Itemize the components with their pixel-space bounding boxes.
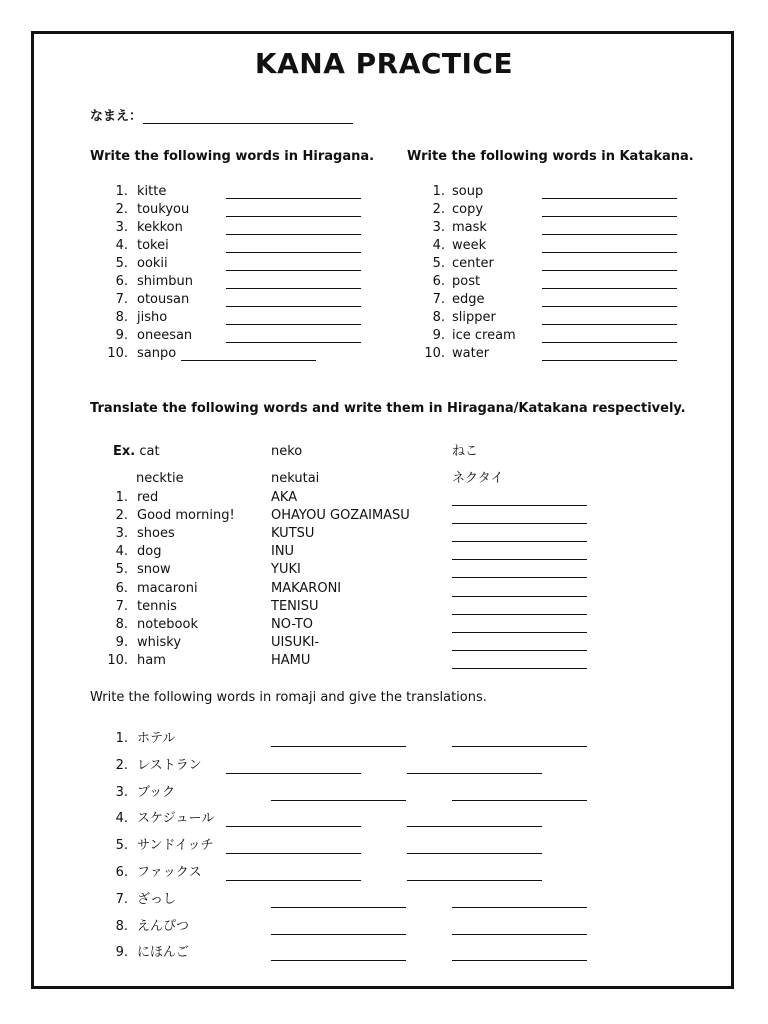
katakana-item-word: mask bbox=[452, 220, 487, 235]
hiragana-item-word: sanpo bbox=[137, 346, 177, 361]
katakana-item-word: edge bbox=[452, 292, 485, 307]
translate-item-english: shoes bbox=[137, 526, 175, 541]
translate-item-romaji: TENISU bbox=[271, 599, 319, 614]
katakana-heading: Write the following words in Katakana. bbox=[407, 149, 694, 164]
hiragana-item-number: 2. bbox=[115, 202, 128, 217]
translate-item-romaji: OHAYOU GOZAIMASU bbox=[271, 508, 410, 523]
katakana-answer-line[interactable] bbox=[542, 234, 677, 235]
translate-item-english: snow bbox=[137, 562, 171, 577]
hiragana-item-word: shimbun bbox=[137, 274, 194, 289]
translate-answer-line[interactable] bbox=[452, 596, 587, 597]
translate-item-number: 4. bbox=[115, 544, 128, 559]
hiragana-item-word: otousan bbox=[137, 292, 190, 307]
example2-kana: ネクタイ bbox=[452, 471, 504, 486]
katakana-item-number: 6. bbox=[432, 274, 445, 289]
translate-answer-line[interactable] bbox=[452, 559, 587, 560]
translate-answer-line[interactable] bbox=[452, 577, 587, 578]
page-title: KANA PRACTICE bbox=[254, 47, 514, 80]
translate-item-english: tennis bbox=[137, 599, 177, 614]
hiragana-answer-line[interactable] bbox=[181, 360, 316, 361]
translate-item-english: ham bbox=[137, 653, 166, 668]
katakana-item-word: week bbox=[452, 238, 487, 253]
translation-answer-line[interactable] bbox=[407, 880, 542, 881]
translate-item-number: 3. bbox=[115, 526, 128, 541]
translate-heading: Translate the following words and write them in Hiragana/Katakana respectively. bbox=[90, 401, 686, 416]
katakana-answer-line[interactable] bbox=[542, 270, 677, 271]
hiragana-answer-line[interactable] bbox=[226, 252, 361, 253]
katakana-answer-line[interactable] bbox=[542, 306, 677, 307]
translation-answer-line[interactable] bbox=[452, 960, 587, 961]
hiragana-item-number: 9. bbox=[115, 328, 128, 343]
romaji-item-kana: ざっし bbox=[137, 892, 177, 907]
romaji-item-number: 5. bbox=[115, 838, 128, 853]
translate-answer-line[interactable] bbox=[452, 523, 587, 524]
translate-item-romaji: YUKI bbox=[271, 562, 301, 577]
katakana-answer-line[interactable] bbox=[542, 198, 677, 199]
romaji-item-kana: えんぴつ bbox=[137, 919, 190, 934]
hiragana-item-number: 3. bbox=[115, 220, 128, 235]
hiragana-item-word: toukyou bbox=[137, 202, 190, 217]
romaji-item-kana: にほんご bbox=[137, 945, 190, 960]
katakana-item-number: 10. bbox=[424, 346, 445, 361]
romaji-item-kana: スケジュール bbox=[137, 811, 215, 826]
hiragana-item-word: kekkon bbox=[137, 220, 183, 235]
translate-item-number: 8. bbox=[115, 617, 128, 632]
romaji-item-number: 2. bbox=[115, 758, 128, 773]
example-label: Ex. bbox=[113, 444, 136, 459]
translation-answer-line[interactable] bbox=[407, 773, 542, 774]
example-row bbox=[113, 444, 160, 460]
romaji-answer-line[interactable] bbox=[271, 960, 406, 961]
translate-item-number: 9. bbox=[115, 635, 128, 650]
romaji-item-number: 6. bbox=[115, 865, 128, 880]
katakana-answer-line[interactable] bbox=[542, 324, 677, 325]
romaji-item-kana: ホテル bbox=[137, 731, 176, 746]
hiragana-item-number: 1. bbox=[115, 184, 128, 199]
hiragana-item-word: oneesan bbox=[137, 328, 193, 343]
hiragana-answer-line[interactable] bbox=[226, 306, 361, 307]
translate-item-english: red bbox=[137, 490, 159, 505]
translate-item-number: 1. bbox=[115, 490, 128, 505]
katakana-answer-line[interactable] bbox=[542, 216, 677, 217]
romaji-item-number: 8. bbox=[115, 919, 128, 934]
hiragana-item-word: tokei bbox=[137, 238, 169, 253]
example-romaji: neko bbox=[271, 444, 303, 459]
romaji-answer-line[interactable] bbox=[271, 934, 406, 935]
translate-item-romaji: UISUKI- bbox=[271, 635, 320, 650]
katakana-answer-line[interactable] bbox=[542, 288, 677, 289]
romaji-answer-line[interactable] bbox=[226, 880, 361, 881]
katakana-item-word: post bbox=[452, 274, 481, 289]
translate-item-number: 5. bbox=[115, 562, 128, 577]
translate-answer-line[interactable] bbox=[452, 541, 587, 542]
hiragana-answer-line[interactable] bbox=[226, 198, 361, 199]
hiragana-item-word: ookii bbox=[137, 256, 168, 271]
romaji-item-number: 3. bbox=[115, 785, 128, 800]
romaji-item-number: 1. bbox=[115, 731, 128, 746]
translation-answer-line[interactable] bbox=[407, 826, 542, 827]
katakana-item-number: 8. bbox=[432, 310, 445, 325]
translate-item-romaji: NO-TO bbox=[271, 617, 313, 632]
romaji-item-kana: ブック bbox=[137, 785, 176, 800]
katakana-item-word: soup bbox=[452, 184, 484, 199]
hiragana-item-word: jisho bbox=[137, 310, 168, 325]
translate-item-english: Good morning! bbox=[137, 508, 235, 523]
hiragana-item-number: 10. bbox=[107, 346, 128, 361]
katakana-item-number: 5. bbox=[432, 256, 445, 271]
translate-item-english: whisky bbox=[137, 635, 182, 650]
romaji-item-number: 4. bbox=[115, 811, 128, 826]
hiragana-answer-line[interactable] bbox=[226, 342, 361, 343]
katakana-item-word: ice cream bbox=[452, 328, 516, 343]
example2-romaji: nekutai bbox=[271, 471, 320, 486]
translate-answer-line[interactable] bbox=[452, 650, 587, 651]
translate-item-romaji: HAMU bbox=[271, 653, 311, 668]
romaji-answer-line[interactable] bbox=[226, 853, 361, 854]
hiragana-answer-line[interactable] bbox=[226, 216, 361, 217]
translate-item-romaji: MAKARONI bbox=[271, 581, 342, 596]
romaji-answer-line[interactable] bbox=[226, 826, 361, 827]
translate-answer-line[interactable] bbox=[452, 668, 587, 669]
translate-item-romaji: KUTSU bbox=[271, 526, 315, 541]
katakana-answer-line[interactable] bbox=[542, 342, 677, 343]
hiragana-item-word: kitte bbox=[137, 184, 167, 199]
hiragana-item-number: 7. bbox=[115, 292, 128, 307]
hiragana-item-number: 5. bbox=[115, 256, 128, 271]
romaji-item-kana: サンドイッチ bbox=[137, 838, 214, 853]
romaji-item-number: 7. bbox=[115, 892, 128, 907]
romaji-item-number: 9. bbox=[115, 945, 128, 960]
romaji-answer-line[interactable] bbox=[226, 773, 361, 774]
translate-item-english: dog bbox=[137, 544, 162, 559]
hiragana-answer-line[interactable] bbox=[226, 324, 361, 325]
translation-answer-line[interactable] bbox=[407, 853, 542, 854]
translation-answer-line[interactable] bbox=[452, 746, 587, 747]
example2-english: necktie bbox=[136, 471, 184, 486]
romaji-answer-line[interactable] bbox=[271, 746, 406, 747]
katakana-item-number: 1. bbox=[432, 184, 445, 199]
hiragana-heading: Write the following words in Hiragana. bbox=[90, 149, 375, 164]
romaji-heading: Write the following words in romaji and give the translations. bbox=[90, 690, 487, 705]
hiragana-item-number: 8. bbox=[115, 310, 128, 325]
translate-item-number: 2. bbox=[115, 508, 128, 523]
translation-answer-line[interactable] bbox=[452, 800, 587, 801]
translation-answer-line[interactable] bbox=[452, 934, 587, 935]
translate-item-english: macaroni bbox=[137, 581, 198, 596]
hiragana-answer-line[interactable] bbox=[226, 288, 361, 289]
katakana-answer-line[interactable] bbox=[542, 360, 677, 361]
katakana-item-word: center bbox=[452, 256, 494, 271]
translate-item-number: 10. bbox=[107, 653, 128, 668]
romaji-item-kana: ファックス bbox=[137, 865, 202, 880]
translate-item-english: notebook bbox=[137, 617, 198, 632]
translate-answer-line[interactable] bbox=[452, 614, 587, 615]
translate-answer-line[interactable] bbox=[452, 505, 587, 506]
katakana-item-number: 4. bbox=[432, 238, 445, 253]
translate-item-romaji: AKA bbox=[271, 490, 298, 505]
name-field[interactable] bbox=[143, 123, 353, 124]
hiragana-item-number: 6. bbox=[115, 274, 128, 289]
katakana-item-number: 2. bbox=[432, 202, 445, 217]
example-kana: ねこ bbox=[452, 444, 479, 459]
translate-answer-line[interactable] bbox=[452, 632, 587, 633]
hiragana-item-number: 4. bbox=[115, 238, 128, 253]
katakana-item-word: water bbox=[452, 346, 490, 361]
romaji-item-kana: レストラン bbox=[137, 758, 202, 773]
katakana-item-word: slipper bbox=[452, 310, 496, 325]
name-label: なまえ： bbox=[90, 109, 143, 124]
romaji-answer-line[interactable] bbox=[271, 907, 406, 908]
katakana-item-number: 9. bbox=[432, 328, 445, 343]
example-english: cat bbox=[139, 444, 160, 459]
translate-item-romaji: INU bbox=[271, 544, 295, 559]
katakana-item-word: copy bbox=[452, 202, 484, 217]
translation-answer-line[interactable] bbox=[452, 907, 587, 908]
translate-item-number: 6. bbox=[115, 581, 128, 596]
hiragana-answer-line[interactable] bbox=[226, 270, 361, 271]
katakana-item-number: 3. bbox=[432, 220, 445, 235]
translate-item-number: 7. bbox=[115, 599, 128, 614]
katakana-answer-line[interactable] bbox=[542, 252, 677, 253]
katakana-item-number: 7. bbox=[432, 292, 445, 307]
hiragana-answer-line[interactable] bbox=[226, 234, 361, 235]
romaji-answer-line[interactable] bbox=[271, 800, 406, 801]
